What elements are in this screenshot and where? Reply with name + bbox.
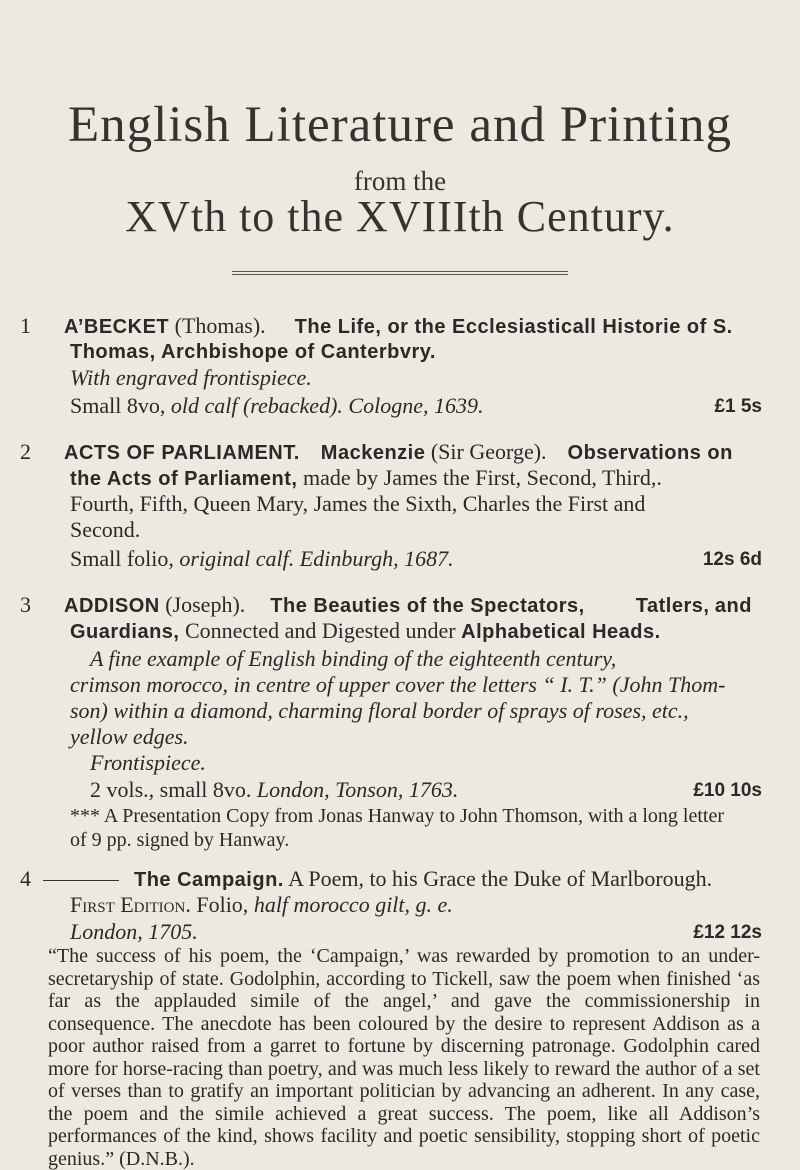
entry-title-connected: Connected and Digested under (184, 618, 456, 643)
page-subtitle-from: from the (353, 166, 447, 196)
entry-author: ADDISON (64, 595, 160, 617)
entry-binding: original calf. (179, 546, 295, 571)
entry-title-line4: Second. (70, 517, 141, 542)
entry-title-and: and (714, 595, 752, 617)
entry-number: 2 (20, 439, 31, 464)
entry-number: 3 (20, 592, 31, 617)
entry-price: £10 10s (693, 780, 762, 801)
entry-author: ACTS OF PARLIAMENT. (64, 442, 300, 464)
entry-editor: Mackenzie (320, 442, 426, 464)
entry-title: The Campaign. (134, 869, 284, 891)
entry-format: Folio, (196, 892, 249, 917)
entry-desc-line2: crimson morocco, in centre of upper cover the letters “ I. T.” (John Thom- (70, 672, 726, 697)
entry-format: Small folio, (70, 546, 174, 571)
entry-title: The Life, or the Ecclesiasticall Historie of S. (294, 316, 733, 338)
entry-presentation-line1: *** A Presentation Copy from Jonas Hanway to John Thomson, with a long letter (70, 805, 725, 827)
entry-presentation-line2: of 9 pp. signed by Hanway. (70, 829, 290, 851)
entry-author-first: (Thomas). (174, 313, 266, 338)
entry-title-heads: Alphabetical Heads. (461, 621, 661, 643)
entry-title-cont: Thomas, Archbishope of Canterbvry. (70, 341, 436, 363)
entry-place-date: London, 1705. (70, 919, 198, 944)
entry-format: Small 8vo, (70, 393, 166, 418)
entry-author: A’BECKET (64, 316, 170, 338)
entry-desc-line3: son) within a diamond, charming floral border of sprays of roses, etc., (70, 698, 689, 723)
entry-editor-rest: (Sir George). (430, 439, 547, 464)
entry-place-date: Cologne, 1639. (348, 393, 484, 418)
entry-title-tatlers: Tatlers, (635, 595, 710, 617)
entry-note: “The success of his poem, the ‘Campaign,’ was rewarded by promotion to an under-secretaryship of state. Godolphin, according to Tickell, saw the poem when finished ‘as far as the applauded simile of the angel,’ and gave the commissionership in consequence. The anecdote has been coloured by the desire to represent Addison as a poor author raised from a garret to fortune by discerning patronage. Godolphin cared more for horse-racing than poetry, and was much less likely to reward the author of a set of verses than to gratify an important politician by advancing an adherent. In any case, the poem and the simile achieved a great success. The poem, like all Addison’s performances of the kind, shows facility and poetic sensibility, stopping short of poetic genius.” (D.N.B.). (48, 945, 760, 1170)
title-rule-top (232, 271, 568, 272)
entry-title: Observations on (567, 442, 733, 464)
entry-title: The Beauties of the Spectators, (270, 595, 585, 617)
entry-price: £12 12s (693, 922, 762, 943)
entry-title-rest: made by James the First, Second, Third,. (302, 465, 662, 490)
entry-number: 1 (20, 313, 31, 338)
entry-description: With engraved frontispiece. (70, 365, 312, 390)
entry-price: 12s 6d (702, 549, 762, 570)
entry-title-rest: A Poem, to his Grace the Duke of Marlborough. (288, 866, 713, 891)
entry-price: £1 5s (714, 396, 762, 417)
entry-binding: old calf (rebacked). (170, 393, 343, 418)
page-title: English Literature and Printing (67, 97, 733, 153)
entry-format: 2 vols., small 8vo. (90, 777, 252, 802)
title-rule-bottom (232, 274, 568, 275)
entry-desc-line1: A fine example of English binding of the eighteenth century, (90, 646, 617, 671)
entry-binding: half morocco gilt, g. e. (253, 892, 453, 917)
entry-edition: First Edition. (70, 892, 191, 917)
entry-author-first: (Joseph). (165, 592, 246, 617)
entry-frontispiece: Frontispiece. (90, 750, 206, 775)
entry-desc-line4: yellow edges. (70, 724, 189, 749)
entry-title-line3: Fourth, Fifth, Queen Mary, James the Sixth, Charles the First and (70, 491, 646, 516)
page-subtitle-centuries: XVth to the XVIIIth Century. (125, 192, 675, 241)
entry-number: 4 (20, 866, 31, 891)
entry-place-date: London, Tonson, 1763. (256, 777, 459, 802)
ditto-dash (43, 880, 119, 881)
entry-title-cont: the Acts of Parliament, (70, 468, 298, 490)
entry-place-date: Edinburgh, 1687. (299, 546, 454, 571)
entry-title-guardians: Guardians, (70, 621, 180, 643)
